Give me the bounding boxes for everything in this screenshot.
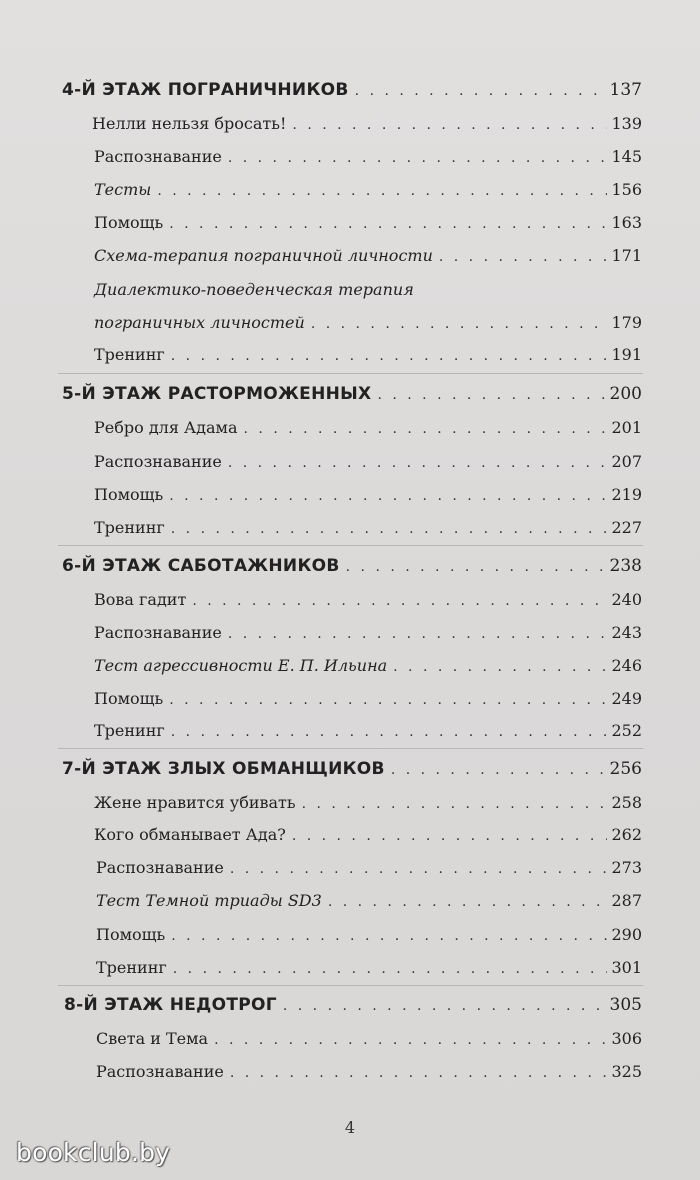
toc-item: [94, 213, 642, 232]
toc-title: Помощь: [96, 925, 166, 944]
dot-leader: [346, 559, 606, 575]
toc-wrapped-line: Диалектико-поведенческая терапия: [94, 280, 414, 299]
toc-title: Тренинг: [94, 345, 165, 364]
toc-page: 139: [611, 114, 642, 133]
toc-page: 200: [609, 384, 642, 404]
toc-chapter-6: [62, 556, 642, 576]
dot-leader: [230, 1065, 608, 1081]
toc-title: Тренинг: [94, 518, 165, 537]
toc-title: Помощь: [94, 213, 164, 232]
dot-leader: [169, 216, 607, 232]
section-divider: [58, 545, 643, 546]
toc-page: 273: [611, 858, 642, 877]
toc-page: 145: [611, 147, 642, 166]
toc-chapter-8: [64, 995, 642, 1015]
toc-title: Схема-терапия пограничной личности: [94, 246, 433, 265]
toc-title: Нелли нельзя бросать!: [92, 114, 287, 133]
section-divider: [58, 985, 643, 986]
toc-title: Помощь: [94, 485, 164, 504]
toc-item: [94, 246, 642, 265]
dot-leader: [228, 150, 608, 166]
toc-page: 249: [611, 689, 642, 708]
section-divider: [58, 373, 643, 374]
dot-leader: [244, 421, 608, 437]
toc-title: Вова гадит: [94, 590, 187, 609]
toc-chapter-5: [62, 384, 642, 404]
section-divider: [58, 748, 643, 749]
toc-page: 243: [611, 623, 642, 642]
dot-leader: [391, 762, 606, 778]
toc-item: [94, 147, 642, 166]
toc-item: [92, 114, 642, 133]
toc-item: [94, 452, 642, 471]
toc-page: 191: [611, 345, 642, 364]
toc-page: 325: [611, 1062, 642, 1081]
dot-leader: [230, 861, 608, 877]
toc-title: 4-Й ЭТАЖ ПОГРАНИЧНИКОВ: [62, 80, 349, 100]
toc-page: 207: [611, 452, 642, 471]
dot-leader: [292, 828, 608, 844]
dot-leader: [355, 83, 606, 99]
toc-title: Распознавание: [94, 147, 222, 166]
dot-leader: [302, 796, 608, 812]
toc-page: 252: [611, 721, 642, 740]
toc-page: 137: [609, 80, 642, 100]
toc-item: [94, 689, 642, 708]
toc-page: 201: [611, 418, 642, 437]
toc-page: 305: [609, 995, 642, 1015]
toc-item: [94, 345, 642, 364]
toc-page: 238: [609, 556, 642, 576]
toc-title: Тренинг: [96, 958, 167, 977]
toc-page: 306: [611, 1029, 642, 1048]
toc-page: 287: [611, 891, 642, 910]
toc-title: Ребро для Адама: [94, 418, 238, 437]
toc-item: [96, 925, 642, 944]
toc-item: [94, 721, 642, 740]
toc-item: [94, 825, 642, 844]
toc-page: 256: [609, 759, 642, 779]
toc-item: [94, 623, 642, 642]
toc-title: 8-Й ЭТАЖ НЕДОТРОГ: [64, 995, 277, 1015]
page-number: 4: [344, 1118, 356, 1137]
toc-title: Распознавание: [94, 452, 222, 471]
toc-title: Света и Тема: [96, 1029, 209, 1048]
toc-title: Распознавание: [96, 1062, 224, 1081]
toc-title: Тесты: [94, 180, 152, 199]
toc-title: Жене нравится убивать: [94, 793, 296, 812]
toc-item: [96, 1062, 642, 1081]
toc-page: 301: [611, 958, 642, 977]
dot-leader: [157, 183, 607, 199]
dot-leader: [292, 117, 607, 133]
dot-leader: [169, 692, 607, 708]
toc-item: [96, 858, 642, 877]
dot-leader: [171, 348, 608, 364]
dot-leader: [439, 249, 608, 265]
toc-page: 156: [611, 180, 642, 199]
dot-leader: [228, 626, 608, 642]
dot-leader: [192, 593, 607, 609]
dot-leader: [377, 387, 605, 403]
dot-leader: [311, 316, 608, 332]
toc-title: Распознавание: [94, 623, 222, 642]
toc-item: [94, 418, 642, 437]
toc-page: 262: [611, 825, 642, 844]
toc-title: 5-Й ЭТАЖ РАСТОРМОЖЕННЫХ: [62, 384, 372, 404]
toc-item: [94, 180, 642, 199]
toc-title: пограничных личностей: [94, 313, 305, 332]
toc-chapter-7: [62, 759, 642, 779]
toc-item: [94, 485, 642, 504]
dot-leader: [393, 659, 607, 675]
toc-item: [94, 656, 642, 675]
toc-page: 163: [611, 213, 642, 232]
toc-page: 240: [611, 590, 642, 609]
toc-title: 6-Й ЭТАЖ САБОТАЖНИКОВ: [62, 556, 340, 576]
dot-leader: [171, 521, 608, 537]
toc-page: 219: [611, 485, 642, 504]
watermark: bookclub.by: [16, 1138, 171, 1167]
toc-title: Помощь: [94, 689, 164, 708]
toc-item: [94, 313, 642, 332]
toc-page: 290: [611, 925, 642, 944]
toc-page: 179: [611, 313, 642, 332]
toc-page: 246: [611, 656, 642, 675]
dot-leader: [173, 961, 608, 977]
toc-item: [94, 793, 642, 812]
toc-title: Тест агрессивности Е. П. Ильина: [94, 656, 388, 675]
toc-title: Тест Темной триады SD3: [96, 891, 322, 910]
toc-item: [96, 1029, 642, 1048]
toc-title: Тренинг: [94, 721, 165, 740]
dot-leader: [171, 724, 608, 740]
dot-leader: [169, 488, 607, 504]
dot-leader: [171, 928, 607, 944]
toc-title: 7-Й ЭТАЖ ЗЛЫХ ОБМАНЩИКОВ: [62, 759, 385, 779]
toc-item: [96, 958, 642, 977]
dot-leader: [283, 998, 606, 1014]
toc-page: 227: [611, 518, 642, 537]
toc-title: Распознавание: [96, 858, 224, 877]
dot-leader: [228, 455, 608, 471]
dot-leader: [214, 1032, 607, 1048]
toc-title: Кого обманывает Ада?: [94, 825, 286, 844]
dot-leader: [328, 894, 608, 910]
toc-item: [96, 891, 642, 910]
toc-item: [94, 590, 642, 609]
toc-item: [94, 518, 642, 537]
toc-chapter-4: [62, 80, 642, 100]
toc-page: 171: [611, 246, 642, 265]
toc-page: 258: [611, 793, 642, 812]
